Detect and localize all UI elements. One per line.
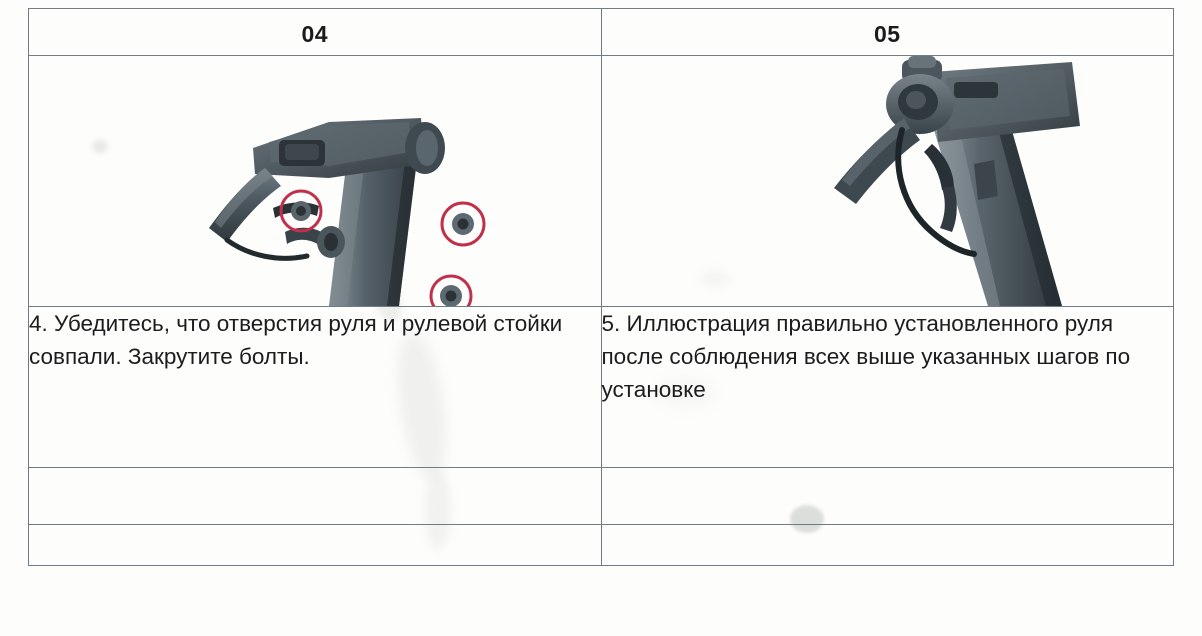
table-cell-empty — [29, 468, 602, 525]
table-row-images — [29, 56, 1174, 307]
step-number-04: 04 — [301, 21, 329, 47]
table-cell-step-number-04 — [29, 9, 602, 56]
table-row-empty-2 — [29, 525, 1174, 566]
scooter-handlebar-stem-bolts-photo — [29, 56, 601, 306]
table-cell-empty — [29, 525, 602, 566]
table-row-empty-1 — [29, 468, 1174, 525]
table-row-captions — [29, 307, 1174, 468]
table-cell-image-04 — [29, 56, 602, 307]
instruction-table — [28, 8, 1174, 566]
step-text-05: 5. Иллюстрация правильно установленного руля после соблюдения всех выше указанных шагов по установке — [601, 311, 1131, 402]
table-cell-empty — [601, 468, 1174, 525]
table-cell-step-number-05 — [601, 9, 1174, 56]
step-text-04: 4. Убедитесь, что отверстия руля и рулевой стойки совпали. Закрутите болты. — [29, 311, 563, 369]
table-cell-text-05 — [601, 307, 1174, 468]
table-cell-text-04 — [29, 307, 602, 468]
table-cell-image-05 — [601, 56, 1174, 307]
table-row-step-numbers — [29, 9, 1174, 56]
table-cell-empty — [601, 525, 1174, 566]
scooter-installed-handlebar-photo — [602, 56, 1174, 306]
step-number-05: 05 — [873, 21, 901, 47]
